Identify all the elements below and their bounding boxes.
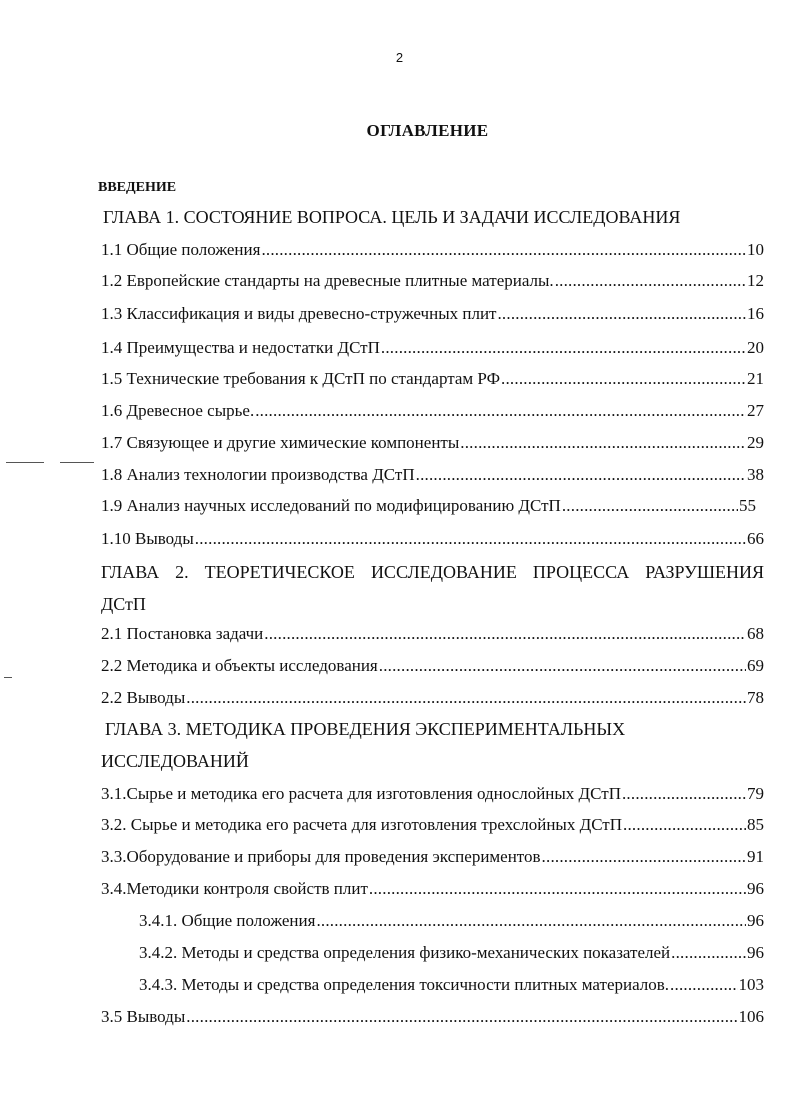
toc-entry-page: 10 bbox=[747, 240, 764, 259]
toc-entry-page: 27 bbox=[747, 401, 764, 420]
toc-entry-label: 1.3 Классификация и виды древесно-стружечных плит bbox=[101, 304, 497, 323]
toc-entry-page: 96 bbox=[747, 911, 764, 930]
toc-entry-page: 91 bbox=[747, 847, 764, 866]
toc-entry-label: 1.10 Выводы bbox=[101, 529, 194, 548]
toc-entry bbox=[101, 431, 764, 455]
leader-dots bbox=[555, 269, 746, 293]
toc-entry-label: 1.6 Древесное сырье. bbox=[101, 401, 255, 420]
toc-entry-page: 85 bbox=[747, 815, 764, 834]
heading-word: ИССЛЕДОВАНИЕ bbox=[370, 562, 517, 582]
toc-entry-page: 66 bbox=[747, 529, 764, 548]
scan-artifact-line bbox=[6, 462, 44, 463]
scan-artifact-line bbox=[4, 677, 12, 678]
toc-entry-label: 3.4.1. Общие положения bbox=[139, 911, 316, 930]
leader-dots bbox=[195, 527, 746, 551]
toc-entry-label: 1.8 Анализ технологии производства ДСтП bbox=[101, 465, 415, 484]
toc-entry bbox=[101, 367, 764, 391]
toc-entry bbox=[101, 654, 764, 678]
leader-dots bbox=[623, 813, 746, 837]
toc-introduction: ВВЕДЕНИЕ bbox=[98, 180, 177, 195]
toc-entry-label: 1.9 Анализ научных исследований по модифицированию ДСтП bbox=[101, 496, 561, 515]
toc-entry bbox=[101, 336, 764, 360]
toc-entry bbox=[101, 302, 764, 326]
leader-dots bbox=[261, 238, 746, 262]
toc-entry-label: 3.3.Оборудование и приборы для проведения экспериментов bbox=[101, 847, 541, 866]
leader-dots bbox=[416, 463, 746, 487]
toc-entry-label: 2.2 Методика и объекты исследования bbox=[101, 656, 378, 675]
toc-entry bbox=[101, 269, 764, 293]
toc-entry bbox=[101, 782, 764, 806]
toc-entry bbox=[101, 399, 764, 423]
toc-entry bbox=[101, 813, 764, 837]
chapter-2-heading-continuation: ДСтП bbox=[101, 594, 146, 614]
toc-entry-label: 1.2 Европейские стандарты на древесные плитные материалы. bbox=[101, 271, 554, 290]
toc-entry bbox=[101, 238, 764, 262]
heading-word: ТЕОРЕТИЧЕСКОЕ bbox=[204, 562, 355, 582]
scan-artifact-line bbox=[60, 462, 94, 463]
chapter-3-heading-continuation: ИССЛЕДОВАНИЙ bbox=[101, 751, 249, 771]
toc-entry-page: 78 bbox=[747, 688, 764, 707]
toc-entry-page: 103 bbox=[738, 975, 764, 994]
toc-entry-label: 2.1 Постановка задачи bbox=[101, 624, 264, 643]
chapter-1-heading: ГЛАВА 1. СОСТОЯНИЕ ВОПРОСА. ЦЕЛЬ И ЗАДАЧИ ИССЛЕДОВАНИЯ bbox=[103, 207, 681, 227]
toc-entry bbox=[101, 494, 756, 518]
toc-entry-page: 79 bbox=[747, 784, 764, 803]
toc-entry-label: 1.4 Преимущества и недостатки ДСтП bbox=[101, 338, 380, 357]
leader-dots bbox=[186, 1005, 737, 1029]
chapter-3-heading: ГЛАВА 3. МЕТОДИКА ПРОВЕДЕНИЯ ЭКСПЕРИМЕНТАЛЬНЫХ bbox=[105, 719, 626, 739]
leader-dots bbox=[379, 654, 746, 678]
toc-entry-label: 3.2. Сырье и методика его расчета для изготовления трехслойных ДСтП bbox=[101, 815, 623, 834]
toc-entry bbox=[101, 1005, 764, 1029]
toc-entry bbox=[101, 845, 764, 869]
toc-entry-label: 3.1.Сырье и методика его расчета для изготовления однослойных ДСтП bbox=[101, 784, 621, 803]
heading-word: ГЛАВА bbox=[101, 562, 160, 582]
toc-entry-page: 69 bbox=[747, 656, 764, 675]
toc-entry-page: 21 bbox=[747, 369, 764, 388]
toc-entry-page: 20 bbox=[747, 338, 764, 357]
toc-entry-page: 106 bbox=[738, 1007, 764, 1026]
leader-dots bbox=[562, 494, 738, 518]
toc-entry-page: 29 bbox=[747, 433, 764, 452]
toc-entry-label: 1.7 Связующее и другие химические компоненты bbox=[101, 433, 460, 452]
toc-entry bbox=[101, 463, 764, 487]
toc-subentry bbox=[139, 909, 764, 933]
toc-title: ОГЛАВЛЕНИЕ bbox=[366, 121, 489, 140]
toc-subentry bbox=[139, 973, 764, 997]
leader-dots bbox=[381, 336, 746, 360]
leader-dots bbox=[316, 909, 746, 933]
leader-dots bbox=[186, 686, 746, 710]
toc-entry-page: 38 bbox=[747, 465, 764, 484]
toc-subentry bbox=[139, 941, 764, 965]
toc-entry-label: 1.5 Технические требования к ДСтП по стандартам РФ bbox=[101, 369, 501, 388]
leader-dots bbox=[622, 782, 746, 806]
toc-entry-page: 16 bbox=[747, 304, 764, 323]
toc-entry-page: 96 bbox=[747, 943, 764, 962]
toc-entry bbox=[101, 527, 764, 551]
leader-dots bbox=[497, 302, 746, 326]
leader-dots bbox=[670, 973, 737, 997]
toc-entry-page: 96 bbox=[747, 879, 764, 898]
leader-dots bbox=[255, 399, 746, 423]
heading-word: 2. bbox=[175, 562, 189, 582]
toc-entry-label: 2.2 Выводы bbox=[101, 688, 186, 707]
page-number: 2 bbox=[395, 50, 404, 65]
leader-dots bbox=[460, 431, 746, 455]
toc-entry-page: 55 bbox=[739, 496, 756, 515]
toc-entry-label: 3.4.3. Методы и средства определения токсичности плитных материалов. bbox=[139, 975, 670, 994]
toc-entry-label: 3.5 Выводы bbox=[101, 1007, 186, 1026]
heading-word: ПРОЦЕССА bbox=[532, 562, 630, 582]
leader-dots bbox=[264, 622, 746, 646]
toc-entry bbox=[101, 877, 764, 901]
leader-dots bbox=[501, 367, 746, 391]
heading-word: РАЗРУШЕНИЯ bbox=[645, 562, 764, 582]
leader-dots bbox=[671, 941, 746, 965]
toc-entry-page: 12 bbox=[747, 271, 764, 290]
chapter-2-heading bbox=[101, 560, 764, 584]
leader-dots bbox=[542, 845, 746, 869]
toc-entry bbox=[101, 686, 764, 710]
toc-entry bbox=[101, 622, 764, 646]
toc-entry-label: 3.4.Методики контроля свойств плит bbox=[101, 879, 368, 898]
toc-entry-label: 3.4.2. Методы и средства определения физико-механических показателей bbox=[139, 943, 671, 962]
leader-dots bbox=[369, 877, 746, 901]
toc-entry-page: 68 bbox=[747, 624, 764, 643]
toc-entry-label: 1.1 Общие положения bbox=[101, 240, 261, 259]
